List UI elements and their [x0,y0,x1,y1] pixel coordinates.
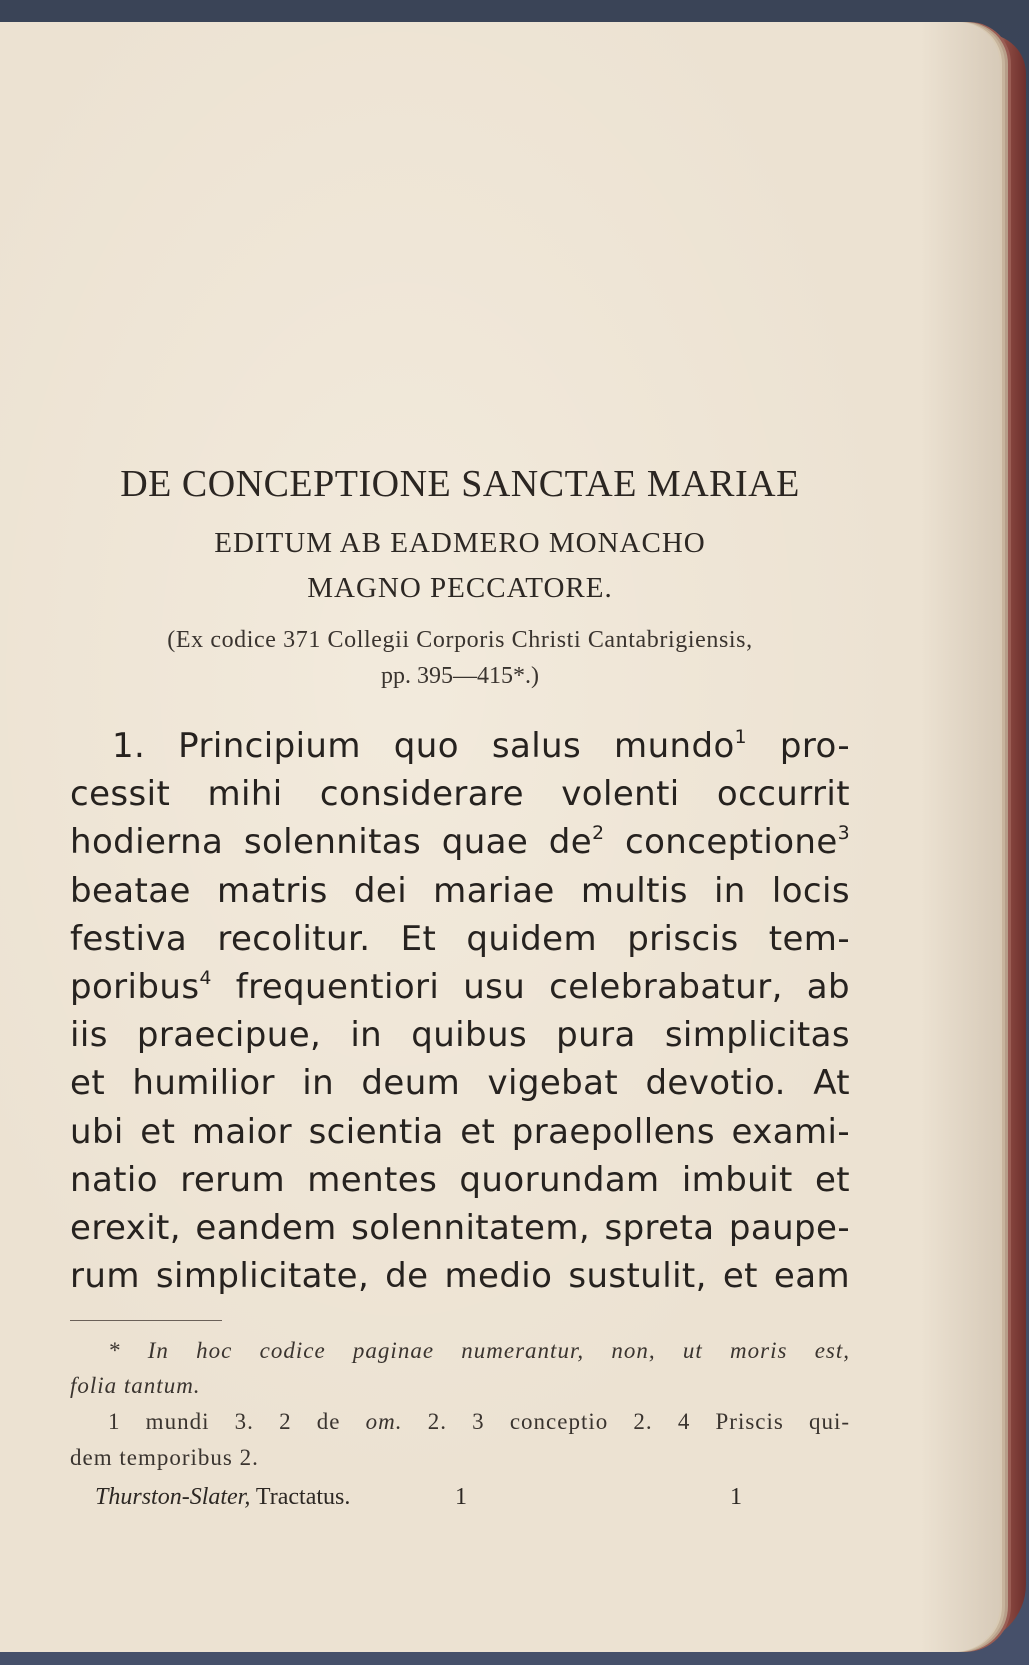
footnote-divider [70,1320,222,1321]
book-page [0,22,1000,1652]
footnote-4: 4 Priscis qui- [677,1409,851,1434]
footnote-4-continued: dem temporibus 2. [70,1445,259,1470]
footnote-ref-2: 2 [592,823,605,845]
footnote-2: 2 de om. 2. [279,1409,447,1434]
main-text [70,722,850,1300]
footnote-1: 1 mundi 3. [108,1409,254,1434]
text-line-2: cessit mihi considerare volenti occurrit [70,774,850,815]
page-footer [95,1484,755,1511]
signature-mark: 1 [455,1484,467,1510]
text-line-10: natio rerum mentes quorundam imbuit et [70,1159,850,1200]
footnote-star-line-2: folia tantum. [70,1373,201,1398]
subtitle-line-1: EDITUM AB EADMERO MONACHO [214,527,706,559]
footnotes-line [70,1409,850,1435]
footnote-ref-4: 4 [199,967,212,989]
source-note-line-1: (Ex codice 371 Collegii Corporis Christi Cantabrigiensis, [167,627,753,653]
text-line-1: 1. Principium quo salus mundo$^1$ pro- [112,726,850,766]
footnote-ref-3: 3 [837,823,850,845]
text-line-3: hodierna solennitas quae $de^2$ conceptione$^3$ [70,822,850,863]
footnote-ref-1: 1 [734,726,747,748]
footer-author: Thurston-Slater, [95,1484,251,1510]
text-line-6: poribus$^4$ frequentiori usu celebrabatur, ab [70,966,850,1007]
text-line-11: erexit, eandem solennitatem, spreta paupe- [70,1207,850,1248]
footnote-star-line-1: * In hoc codice paginae numerantur, non, ut moris est, [108,1338,850,1363]
page-number: 1 [730,1484,742,1510]
text-line-4: beatae matris dei mariae multis in locis [70,870,850,911]
footnote-3: 3 conceptio 2. [472,1409,653,1434]
text-line-5: festiva recolitur. Et quidem priscis tem- [70,918,850,959]
footer-work: Tractatus. [250,1484,351,1510]
text-line-7: iis praecipue, in quibus pura simplicitas [70,1015,850,1056]
page-title: DE CONCEPTIONE SANCTAE MARIAE [120,463,800,505]
text-line-12: rum simplicitate, de medio sustulit, et eam [70,1256,850,1297]
source-note-line-2: pp. 395—415*.) [381,663,539,689]
text-line-9: ubi et maior scientia et praepollens exami- [70,1111,850,1152]
subtitle-line-2: MAGNO PECCATORE. [307,572,613,604]
text-line-8: et humilior in deum vigebat devotio. At [70,1063,850,1104]
